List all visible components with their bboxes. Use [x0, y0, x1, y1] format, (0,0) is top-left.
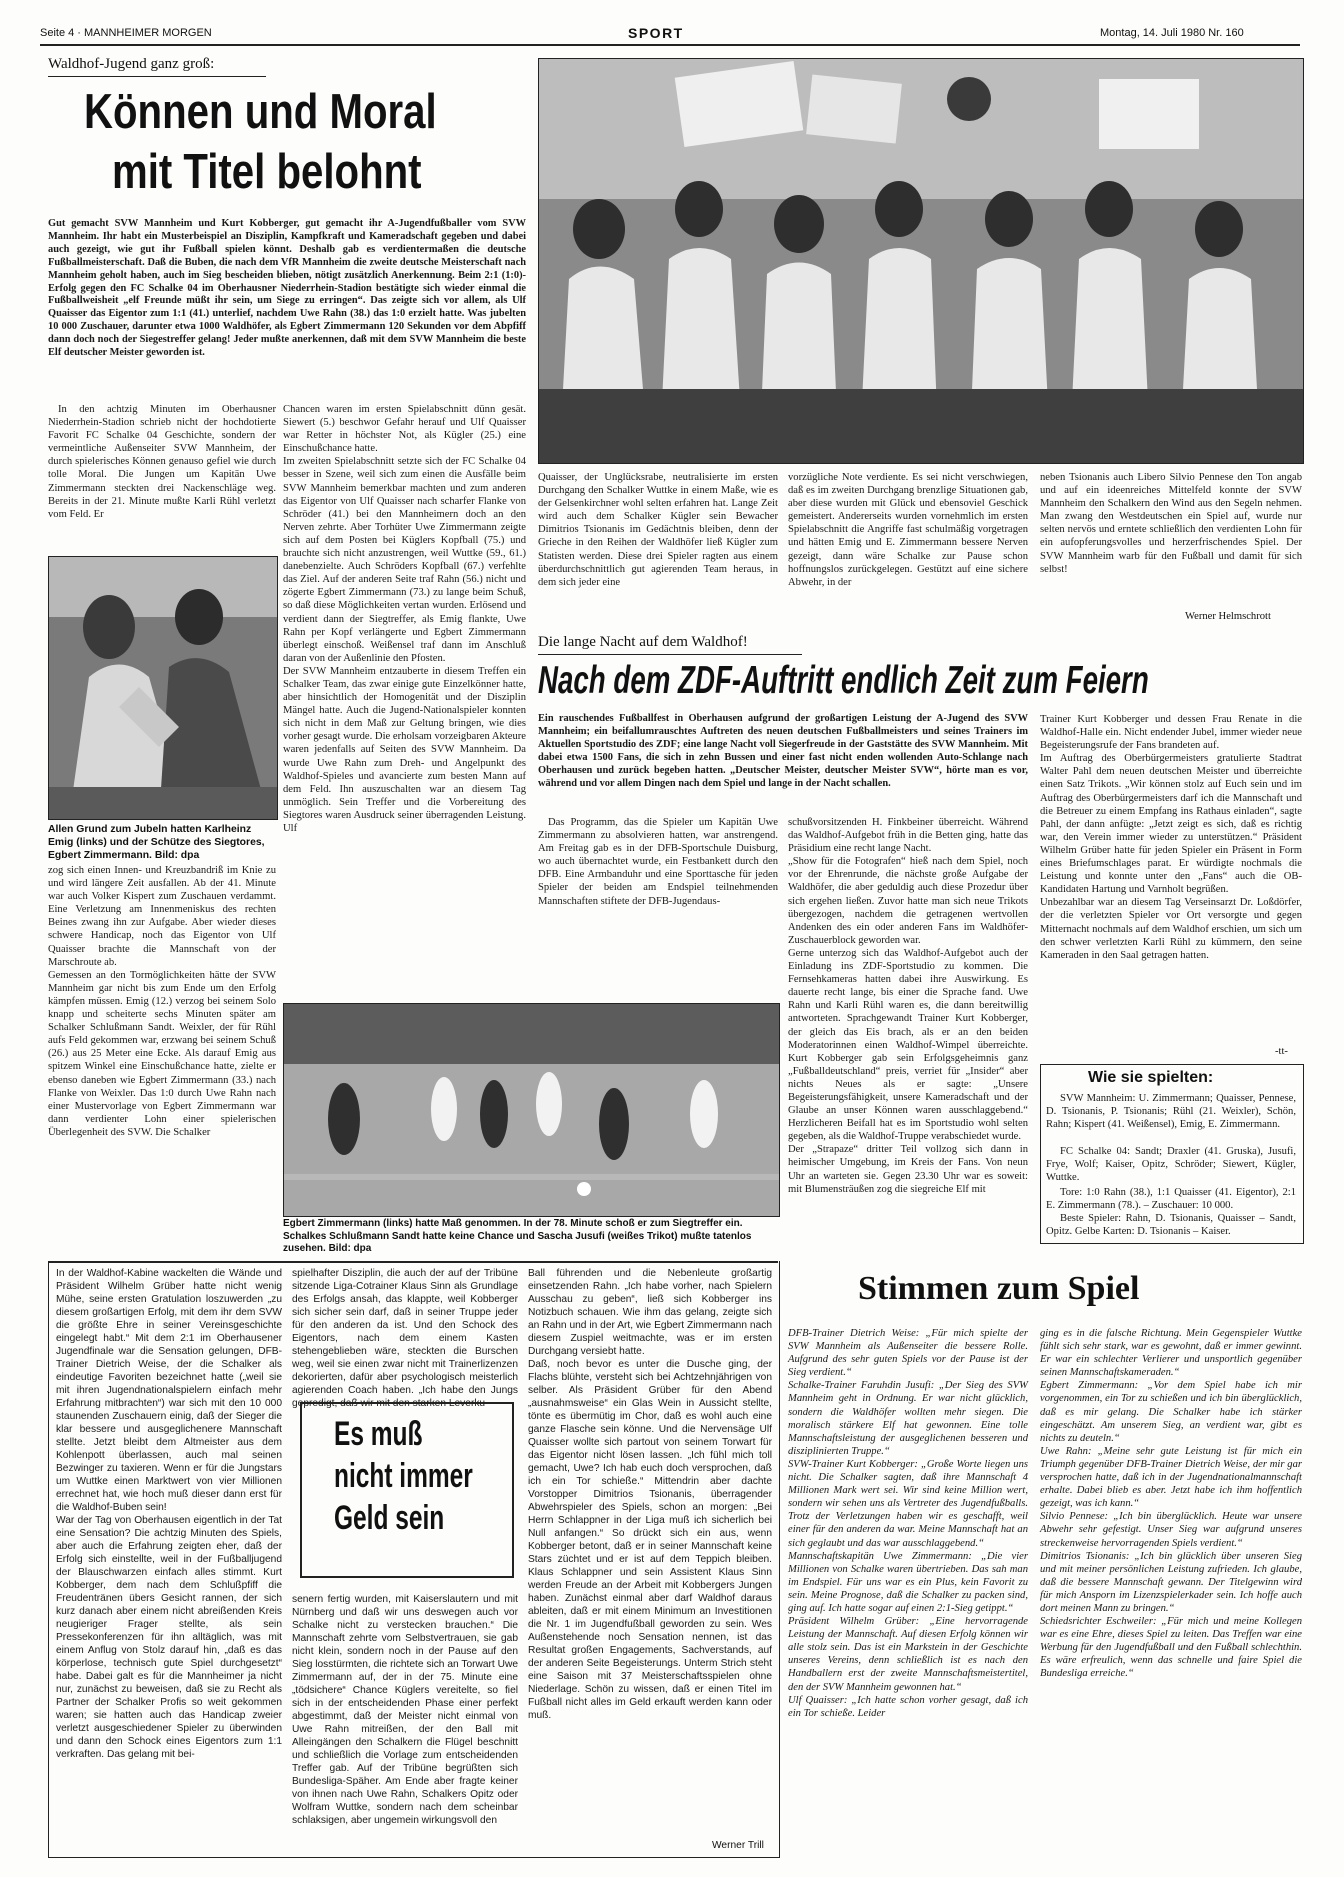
- section-title: SPORT: [628, 25, 684, 41]
- photo-emig-zimmermann: [48, 556, 278, 820]
- article2-col3: Trainer Kurt Kobberger und dessen Frau Renate in die Waldhof-Halle ein. Nicht endender Jubel, immer wieder neue Begeisterungsrufe der Fans brandeten auf. Im Auftrag des Oberbürgermeisters gratulierte Stadtrat Walter Pahl dem neuen deutschen Meister und überreichte einen Satz Trikots. „Wir können stolz auf Euch sein und im Auftrag des Oberbürgermeisters darf ich die Mannschaft und die Betreuer zu einem Empfang ins Rathaus einladen“, sagte Pahl, der dann anfügte: „Jetzt zeigt es sich, daß es richtig war, den Verein immer wieder zu unterstützen.“ Präsident Wilhelm Grüber hatte für jeden Spieler ein Präsent in Form eines Briefumschlages parat. Er würdigte nochmals die Leistung und konnte unter den „Fans“ auch die OB-Kandidaten Hartung und Varnholt begrüßen. Unbezahlbar war an diesem Tag Verseinsarzt Dr. Loßdörfer, der die verletzten Spieler vor Ort versorgte und gegen Mitternacht nochmals auf dem Waldhof erschien, um sich um den schwer verletzten Karli Rühl zu kümmern, den seine Kameraden in den Saal getragen hatten.: [1040, 714, 1302, 961]
- lineup-best-players: Beste Spieler: Rahn, D. Tsionanis, Quaisser – Sandt, Opitz. Gelbe Karten: D. Tsionanis – Kaiser.: [1046, 1213, 1296, 1238]
- article1-col5: neben Tsionanis auch Libero Silvio Pennese den Ton angab und auf ein ideenreiches Mittelfeld konnte der SVW Mannheim den Schalkern den Wind aus den Segeln nehmen. Man zwang den Westdeutschen ein Spiel auf, wurde nur selten nervös und erntete schließlich den verdienten Lohn für ein aufopferungsvolles und herzerfrischendes Spiel. Der SVW Mannheim warb für den Fußball und damit für sich selbst!: [1040, 472, 1302, 575]
- team-celebration-graphic: [539, 59, 1303, 463]
- article2-col1: Das Programm, das die Spieler um Kapitän Uwe Zimmermann zu absolvieren hatten, war anstrengend. Am Freitag gab es in der DFB-Sportschule Duisburg, wo auch übernachtet wurde, ein Festbankett durch den DFB. Eine Armbanduhr und eine Sporttasche für jeden Spieler der beiden am Endspiel teilnehmenden Mannschaften stiftete der DFB-Jugendaus-: [538, 817, 778, 907]
- article4-headline: Stimmen zum Spiel: [858, 1270, 1140, 1307]
- photo-caption-emig: Allen Grund zum Jubeln hatten Karlheinz Emig (links) und der Schütze des Siegtores, Egbert Zimmermann. Bild: dpa: [48, 824, 265, 861]
- article2-col2: schußvorsitzenden H. Finkbeiner überreicht. Während das Waldhof-Aufgebot früh in die Betten ging, hatte das Präsidium eine recht lange Nacht. „Show für die Fotografen“ hieß nach dem Spiel, noch vor der Ehrenrunde, die nächste große Aufgabe der Waldhöfer, die aber geduldig auch diese Prozedur über sich ergehen ließen. Zuvor hatte man sich neue Trikots übergezogen, nachdem die getragenen wertvollen Andenken des ein oder anderen Fans im Waldhöfer-Zuschauerblock geworden war. Gerne unterzog sich das Waldhof-Aufgebot auch der Einladung ins ZDF-Sportstudio zu kommen. Die Fernsehkameras hatten dabei ihre Auswirkung. Es dauerte recht lange, bis einer die Sprache fand. Uwe Rahn und Karli Rühl waren es, die dann bereitwillig antworteten. Sprachgewandt Trainer Kurt Kobberger, der gleich das Eis brach, als er an den beiden Moderatorinnen einen Waldhof-Wimpel überreichte. Kurt Kobberger gab sein Erfolgsgeheimnis ganz „Fußballdeutschland“ preis, verriet für „Insider“ aber nichts Neues als er sagte: „Unsere Begeisterungsfähigkeit, unsere Kameradschaft und der Glaube an unser Können waren ausschlaggebend.“ Herzlicheren Beifall hat es im Sportstudio wohl selten gegeben, als die Waldhof-Truppe verabschiedet wurde. Der „Strapaze“ dritter Teil vollzog sich dann in heimischer Umgebung, im Kreis der Fans. Von neun Uhr an warteten sie. Gegen 23.30 Uhr war es soweit: mit Blumensträußen zog die siegreiche Elf mit: [788, 817, 1028, 1195]
- lineup-svw: SVW Mannheim: U. Zimmermann; Quaisser, Pennese, D. Tsionanis, P. Tsionanis; Rühl (21. Weixler), Schön, Rahn; Kispert (41. Weißensel), Emig, E. Zimmermann.: [1046, 1093, 1296, 1131]
- article1-col4: vorzügliche Note verdiente. Es sei nicht verschwiegen, daß es im zweiten Durchgang brenzlige Situationen gab, aber diese wurden mit Glück und ebensoviel Geschick gemeistert. Andererseits wurden vornehmlich im ersten Spielabschnitt die Angriffe fast schulmäßig vorgetragen und hätten Emig und E. Zimmermann bessere Nerven gezeigt, dann wäre Schalke zur Pause schon hoffnungslos zurückgelegen. Gestützt auf eine sichere Abwehr, in der: [788, 472, 1028, 588]
- headline-line-1: Können und Moral: [84, 85, 437, 139]
- article1-col1-bottom: zog sich einen Innen- und Kreuzbandriß im Knie zu und wird längere Zeit ausfallen. Ab der 41. Minute war auch Volker Kispert zum Zuschauen verdammt. Eine Verletzung am Innenmeniskus des rechten Beines zwang ihn zur Aufgabe. Aber wieder dieses schwere Handicap, noch das Eigentor von Ulf Quaisser brachte die Mannschaft von der Marschroute ab. Gemessen an den Tormöglichkeiten hätte der SVW Mannheim gar nicht bis zum Ende um den Erfolg kämpfen müssen. Emig (12.) verzog bei seinem Solo knapp und scheiterte sechs Minuten später am Schalker Schlußmann Sandt. Weixler, der für Rühl aufs Feld gekommen war, erzwang bei seinem Schuß (26.) aus 25 Meter eine Ecke. Als darauf Emig aus spitzem Winkel eine Einschußchance hatte, zielte er ebenso daneben wie Egbert Zimmermann (33.) nach Flanke von Weixler. Das 1:0 durch Uwe Rahn nach einer Mustervorlage von Egbert Zimmermann war dann verdienter Lohn einer spielerischen Überlegenheit des SVW. Die Schalker: [48, 865, 276, 1138]
- page-folio-left: Seite 4 · MANNHEIMER MORGEN: [40, 27, 212, 39]
- article1-lead: Gut gemacht SVW Mannheim und Kurt Kobberger, gut gemacht ihr A-Jugendfußballer vom SVW Mannheim. Ihr habt ein Musterbeispiel an Disziplin, Kampfkraft und Kameradschaft gegeben und dabei auch gezeigt, wie gut ihr Fußball spielen könnt. Deshalb gab es verdientermaßen die deutsche Fußballmeisterschaft. Daß die Buben, die nach dem VfR Mannheim die zweite deutsche Meisterschaft nach Mannheim geholt haben, auch im Sieg bescheiden blieben, nötigt zusätzlich Anerkennung. Beim 2:1 (1:0)-Erfolg gegen den FC Schalke 04 im Oberhausner Niederrhein-Stadion bestätigte sich wieder einmal die Fußballweisheit „elf Freunde müßt ihr sein, um Siege zu erringen“. Das zeigte sich vor allem, als Ulf Quaisser das Eigentor zum 1:1 (41.) unterlief, nachdem Uwe Rahn (38.) das 1:0 erzielt hatte. Was jubelten 10 000 Zuschauer, darunter etwa 1000 Waldhöfer, als Egbert Zimmermann 120 Sekunden vor dem Abpfiff dann doch noch der Siegestreffer gelang! Jeder mußte anerkennen, daß mit dem SVW Mannheim die beste Elf deutscher Meister geworden ist.: [48, 218, 526, 359]
- box-headline-line2: nicht immer: [334, 1457, 473, 1495]
- masthead-rule: [40, 44, 1300, 46]
- photo-caption-match: Egbert Zimmermann (links) hatte Maß genommen. In der 78. Minute schoß er zum Siegtreffer ein. Schalkes Schlußmann Sandt hatte keine Chance und Sascha Jusufi (weißes Trikot) mußte tatenlos zusehen. Bild: dpa: [283, 1218, 752, 1254]
- match-photo-graphic: [284, 1004, 779, 1216]
- article1-col2: Chancen waren im ersten Spielabschnitt dünn gesät. Siewert (5.) beschwor Gefahr herauf und Ulf Quaisser war Retter in höchster Not, als Kügler (25.) eine Einschußchance hatte. Im zweiten Spielabschnitt setzte sich der FC Schalke 04 besser in Szene, weil sich zum einen die Ausfälle beim SVW Mannheim bemerkbar machten und zum anderen das Eigentor von Ulf Quaisser nach scharfer Flanke von Schröder (41.) bei den Mannheimern doch an den Nerven zehrte. Aber Torhüter Uwe Zimmermann zeigte sich auf dem Posten bei Küglers Kopfball (75.) und brauchte sich nicht anzustrengen, weil Wuttke (59., 61.) danebenzielte. Auch Schröders Kopfball (67.) verfehlte das Ziel. Auf der anderen Seite traf Rahn (56.) nicht und zögerte Egbert Zimmermann (73.) zu lange beim Schuß, so daß diese Möglichkeiten vertan wurden. Erlösend und verdient dann der Siegtreffer, als Emig flankte, Uwe Rahn per Kopf verlängerte und Egbert Zimmermann überlegt einschoß. Weißensel traf dann im Anschluß daran von der Außenlinie den Pfosten. Der SVW Mannheim entzauberte in diesem Treffen ein Schalker Team, das zwar einige gute Einzelkönner hatte, aber hinsichtlich der Homogenität und der Disziplin Mängel hatte. Auch die Jugend-Nationalspieler konnten sich nicht in dem Maß zur Geltung bringen, wie dies vorher gesagt wurde. Die erholsam vorzeigbaren Akteure waren jedenfalls auf Seiten des SVW Mannheim. Da wurde Uwe Rahn zum Dreh- und Angelpunkt des Waldhof-Spieles und avancierte zum besten Mann auf dem Feld. Ihn auszuschalten war an diesem Tag unmöglich. Sein Treffer und die Vorbereitung des Siegtores waren Ausdruck seiner überragenden Leistung. Ulf: [283, 404, 526, 834]
- lineup-schalke: FC Schalke 04: Sandt; Draxler (41. Gruska), Jusufi, Frye, Wolf; Kaiser, Opitz, Schröder; Siewert, Kügler, Wuttke.: [1046, 1146, 1296, 1184]
- article1-headline: [56, 82, 526, 202]
- headline-line-2: mit Titel belohnt: [112, 145, 422, 199]
- box-headline-line3: Geld sein: [334, 1499, 445, 1537]
- box-headline-line1: Es muß: [334, 1415, 423, 1453]
- photo-team-celebration: [538, 58, 1304, 464]
- page-date: Montag, 14. Juli 1980 Nr. 160: [1100, 27, 1244, 39]
- article3-col3: Ball führenden und die Nebenleute großartig einsetzenden Rahn. „Ich habe vorher, nach Spielern Ausschau zu geben“, ließ sich Kobberger ins Notizbuch schauen. Wie ihm das gelang, zeigte sich an Rahn und in der Art, wie Egbert Zimmermann nach diesem Zuspiel weitmachte, was er im ersten Durchgang versiebt hatte. Daß, noch bevor es unter die Dusche ging, der Flachs blühte, versteht sich bei Achtzehnjährigen von selber. Als Präsident Grüber für den Abend „ausnahmsweise“ ein Glas Wein in Aussicht stellte, tönte es übermütig im Chor, daß es wohl auch eine ganze Flasche sein könne. Und die Nervensäge Ulf Quaisser wollte sich partout von seinem Torwart für das Eigentor nicht lösen lassen. „Ich fühl mich toll gemacht, Uwe? Ich hab euch doch versprochen, daß ich ein Tor schieße.“ Mittendrin aber dachte Vorstopper Dimitrios Tsionanis, überragender Abwehrspieler des Spiels, schon an morgen: „Bei Herrn Schlappner in der Liga muß ich sicherlich bei Null anfangen.“ So drückt sich ein aus, wenn Kobberger betont, daß er in seiner Mannschaft keine Stars züchtet und er ist auf dem Teppich bleiben. Klaus Schlappner und sein Assistent Klaus Sinn werden Freude an der Arbeit mit Kobbergers Jungen haben. Zunächst einmal aber darf Waldhof daraus ableiten, daß er mit einem Minimum an Investitionen die Nr. 1 im Jugendfußball geworden zu sein. Wes Außenstehende noch Sensation nennen, ist das Resultat großen Engagements, Sachverstands, auf der anderen Seite Begeisterungs. Unterm Strich steht eine Saison mit 37 Meisterschaftsspielen ohne Niederlage. Schön zu wissen, daß er einen Titel im Fußball nicht alles im Geld erkauft werden kann oder muß.: [528, 1268, 772, 1721]
- photo-match-goal: [283, 1003, 780, 1217]
- jubilation-photo-graphic: [49, 557, 277, 819]
- article2-kicker: Die lange Nacht auf dem Waldhof!: [538, 634, 748, 650]
- article2-lead: Ein rauschendes Fußballfest in Oberhausen aufgrund der großartigen Leistung der A-Jugend des SVW Mannheim; ein beifallumrauschtes Auftreten des neuen deutschen Fußballmeisters und seines Trainers im Aktuellen Sportstudio des ZDF; eine lange Nacht voll Siegerfreude in der Gaststätte des SVW Mannheim. Mit dabei etwa 1500 Fans, die sich in zehn Bussen und einer fast nicht enden wollenden Auto-Schlange nach Oberhausen und zurück begeben hatten. „Deutscher Meister, deutscher Meister SVW“, hörte man es vor, während und vor allem Dingen nach dem Spiel und lange in der Nacht schallen.: [538, 713, 1028, 789]
- article3-col2-top: spielhafter Disziplin, die auch der auf der Tribüne sitzende Liga-Cotrainer Klaus Sinn als Grundlage des Erfolgs ansah, das klappte, weil Kobberger sich sicher sein darf, daß in seiner Truppe jeder für den anderen da ist. Und den Schock des Eigentors, nach dem einem Kasten stehengeblieben wäre, steckten die Burschen weg, weil sie einen zwar nicht mit Trainerlizenzen dekorierten, dafür aber psychologisch meisterlich agierenden Coach haben. „Ich habe den Jungs gepredigt, daß wir mit den starken Leverku-: [292, 1268, 518, 1409]
- lineup-title: Wie sie spielten:: [1088, 1069, 1214, 1086]
- article3-col2-bottom: senern fertig wurden, mit Kaiserslautern und mit Nürnberg und daß wir uns deswegen auch vor Schalke nicht zu verstecken brauchen.“ Die Mannschaft zehrte vom Selbstvertrauen, sie gab nicht klein, sondern noch in der Pause auf den Sieg losstürmten, die richtete sich an Torwart Uwe Zimmermann auf, der in der 75. Minute eine „tödsichere“ Chance Küglers vereitelte, so fiel sich in der entscheidenden Phase einer perfekt abgestimmt, daß der Meister nicht einmal von Uwe Rahn mitreißen, der den Ball mit Alleingängen den Schalkern die Flügel beschnitt und schließlich die Vorlage zum entscheidenden Treffer gab. Auf der Tribüne begrüßten sich Bundesliga-Späher. Am Ende aber fragte keiner von ihnen nach Uwe Rahn, Schalkers Opitz oder Wolfram Wuttke, sondern nach dem scheinbar schlaksigen, aber ungemein wirkungsvoll den: [292, 1594, 518, 1826]
- article3-col1: In der Waldhof-Kabine wackelten die Wände und Präsident Wilhelm Grüber hatte nicht wenig Mühe, seine ersten Gratulation loszuwerden „zu diesem großartigen Erfolg, mit dem ihr dem SVW die größte Ehre in seiner Vereinsgeschichte eingelegt habt.“ Mit dem 2:1 im Oberhausener Jugendfinale war die Sensation gelungen, DFB-Trainer Dietrich Weise, der die Schalker als eindeutige Favoriten bezeichnet hatte („weil sie mit ihren Jugendnationalspielern einfach mehr Erfahrung mitbrachten“) war sich mit den 10 000 staunenden Zuschauern einig, daß der Sieger die klar bessere und ausgeglichenere Mannschaft stellte. Jetzt bleibt dem Altmeister aus dem Kohlenpott überlassen, auch mal seinen Bezwinger zu taxieren. Wenn er für die Jungstars um Wuttke einen Marktwert von vier Millionen errechnet hat, wie hoch muß dieser dann erst für die Waldhof-Buben sein! War der Tag von Oberhausen eigentlich in der Tat eine Sensation? Die achtzig Minuten des Spiels, aber auch die Erfahrung zeigten eher, daß der Erfolg sich einstellte, weil in der Fußballjugend der Blauschwarzen einfach alles stimmt. Kurt Kobberger, dem nach dem Schlußpfiff die Freudentränen übers Gesicht rannen, der sich kurz danach aber einem nicht abreißenden Kreis neugieriger Frager stellte, als sein Pressekonferenzen für ihn alltäglich, was mit einem Anflug von Stolz darauf hin, „daß es das körperlose, technisch gute Spiel durchgesetzt“ habe. Dabei galt es für die Mannheimer ja nicht nur, zunächst zu beweisen, daß sie zu Recht als Partner der Schalker Profis so weit gekommen waren; sie hatten auch das Handicap zweier verletzt ausgeschiedener Spieler zu überwinden und dann den Schock eines Eigentors zum 1:1 verkraften. Das gelang mit bei-: [56, 1268, 282, 1760]
- article2-headline: Nach dem ZDF-Auftritt endlich Zeit zum Feiern: [538, 659, 1149, 702]
- lineup-goals: Tore: 1:0 Rahn (38.), 1:1 Quaisser (41. Eigentor), 2:1 E. Zimmermann (78.). – Zuschauer: 10 000.: [1046, 1187, 1296, 1212]
- article1-author: Werner Helmschrott: [1185, 611, 1271, 622]
- article4-col1: DFB-Trainer Dietrich Weise: „Für mich spielte der SVW Mannheim als Außenseiter die bessere Rolle. Aufgrund des sehr guten Spiels vor der Pause ist der Sieg verdient.“ Schalke-Trainer Faruhdin Jusufi: „Der Sieg des SVW Mannheim geht in Ordnung. Er war nicht glücklich, sondern die Waldhöfer wollten mehr siegen. Die moralisch stärkere Elf hat gewonnen. Eine tolle Mannschaftsleistung der ausgeglichenen besseren und disziplinierten Truppe.“ SVW-Trainer Kurt Kobberger: „Große Worte liegen uns nicht. Die Schalker sagten, daß ihre Mannschaft 4 Millionen Mark wert sei. Wir sind keine Million wert, sondern wir sehen uns als Vertreter des Jugendfußballs. Trotz der Verletzungen haben wir es geschafft, weil einer für den anderen da war. Meine Mannschaft hat an sich geglaubt und das war ausschlaggebend.“ Mannschaftskapitän Uwe Zimmermann: „Die vier Millionen von Schalke waren übertrieben. Das sah man im Endspiel. Für uns war es ein Plus, kein Favorit zu sein. Meine Prognose, daß die Schalker zu packen sind, ging auf. Ich hatte sogar auf einen 2:1-Sieg getippt.“ Präsident Wilhelm Grüber: „Eine hervorragende Leistung der Mannschaft. Auf diesen Erfolg können wir alle stolz sein. Das ist ein Markstein in der Geschichte unseres Vereins, denn schließlich ist es nach den Handballern erst der zweite Mannschaftsmeistertitel, den der SVW Mannheim gewonnen hat.“ Ulf Quaisser: „Ich hatte schon vorher gesagt, daß ich ein Tor schieße. Leider: [788, 1328, 1028, 1719]
- article1-col3: Quaisser, der Unglücksrabe, neutralisierte im ersten Durchgang den Schalker Wuttke in einem Maße, wie es der Gelsenkirchner wohl selten erfahren hat. Lange Zeit wird auch dem Schalker Kügler sein Bewacher Dimitrios Tsionanis im Gedächtnis bleiben, denn der Grieche in den Reihen der Waldhöfer ließ Kügler zum Statisten werden. Diese drei Spieler ragten aus einem überdurchschnittlich gut agierenden Team heraus, in dem sich jeder eine: [538, 472, 778, 588]
- kicker-underline: [48, 76, 266, 77]
- article4-col2: ging es in die falsche Richtung. Mein Gegenspieler Wuttke fühlt sich sehr stark, war es gewohnt, daß er immer gewinnt. Er war ein schlechter Verlierer und unsportlich gegenüber seinen Mannschaftskameraden.“ Egbert Zimmermann: „Vor dem Spiel habe ich mir vorgenommen, ein Tor zu schießen und ich bin überglücklich, daß es mir gelang. Die Schalker habe ich stärker eingeschätzt. Am unserem Sieg, an verdient war, gibt es nichts zu deuteln.“ Uwe Rahn: „Meine sehr gute Leistung ist für mich ein Triumph gegenüber DFB-Trainer Dietrich Weise, der mir gar versprochen hatte, daß ich in der Jugendnationalmannschaft erhalte. Dabei blieb es aber. Jetzt habe ich ihm hoffentlich gezeigt, was ich kann.“ Silvio Pennese: „Ich bin überglücklich. Heute war unsere Abwehr sehr gefestigt. Unser Sieg war aufgrund unseres streckenweise hervorragenden Spiels verdient.“ Dimitrios Tsionanis: „Ich bin glücklich über unseren Sieg und mit meiner persönlichen Leistung zufrieden. Ich glaube, daß die bessere Mannschaft gewann. Der Titelgewinn wird für mich Ansporn im Lizenzspielerkader sein. Ich hoffe auch dort meinen Mann zu bringen.“ Schiedsrichter Eschweiler: „Für mich und meine Kollegen war es eine Ehre, dieses Spiel zu leiten. Das Treffen war eine Werbung für den Jugendfußball und den Fußball schlechthin. Es wäre erfreulich, wenn das schnelle und faire Spiel die Bundesliga erreiche.“: [1040, 1328, 1302, 1680]
- article2-signoff: -tt-: [1275, 1046, 1288, 1057]
- article1-kicker: Waldhof-Jugend ganz groß:: [48, 56, 215, 72]
- article1-col1-top: In den achtzig Minuten im Oberhausner Niederrhein-Stadion schrieb nicht der hochdotierte Favorit FC Schalke 04 Geschichte, sondern der vermeintliche Außenseiter SVW Mannheim, der durch spielerisches Können genauso gefiel wie durch tolle Moral. Die Jungen um Kapitän Uwe Zimmermann steckten drei Nackenschläge weg. Bereits in der 21. Minute mußte Karli Rühl verletzt vom Feld. Er: [48, 404, 276, 520]
- kicker2-underline: [538, 654, 802, 655]
- article3-author: Werner Trill: [712, 1840, 764, 1851]
